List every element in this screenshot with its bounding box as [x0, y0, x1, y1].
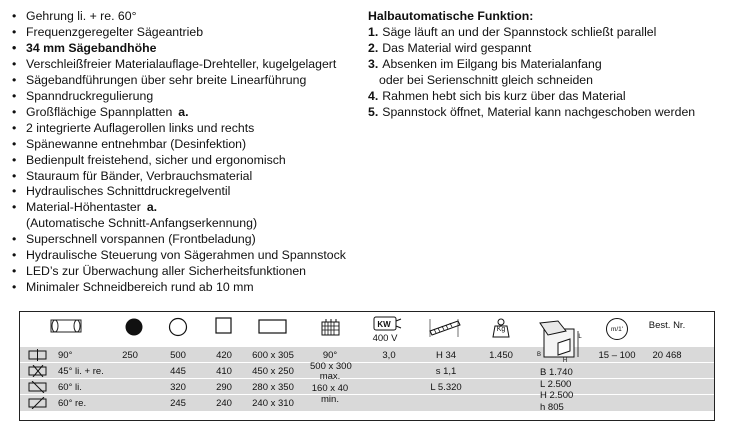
square-icon: [215, 317, 233, 335]
feature-text: Verschleißfreier Materialauflage-Drehteller, kugelgelagert: [26, 56, 337, 71]
vise-90: 90°: [322, 350, 338, 361]
feature-text: Superschnell vorspannen (Frontbeladung): [26, 232, 256, 247]
feature-item: [8, 216, 346, 232]
feature-item: [8, 73, 346, 89]
spec-table: [19, 311, 715, 421]
order-number-header: Best. Nr.: [648, 320, 686, 331]
weight-value: 1.450: [489, 350, 513, 361]
feature-suffix: a.: [146, 200, 158, 215]
feature-text: Spanndruckregulierung: [26, 88, 154, 103]
feature-item: [8, 200, 346, 216]
feature-list: [8, 9, 346, 296]
row-angle: 90°: [58, 350, 73, 361]
function-step: [368, 41, 695, 57]
step-text: Spannstock öffnet, Material kann nachgeschoben werden: [382, 104, 696, 119]
feature-text: Hydraulisches Schnittdruckregelventil: [26, 184, 231, 199]
feature-text: Großflächige Spannplatten: [26, 104, 173, 119]
row-angle: 60° li.: [58, 382, 82, 393]
dim-width: B 1.740: [540, 367, 573, 378]
feature-item: [8, 232, 346, 248]
function-step: [368, 105, 695, 121]
feature-item: [8, 57, 346, 73]
row-circle: 500: [170, 350, 186, 361]
speed-label: m/1': [610, 326, 624, 333]
speed-range: 15 – 100: [598, 350, 636, 361]
saw-band-icon: [428, 317, 462, 339]
row-circle: 245: [170, 398, 186, 409]
feature-text: 34 mm Sägebandhöhe: [26, 40, 157, 55]
step-number: 2.: [368, 40, 379, 55]
step-text: Absenken im Eilgang bis Materialanfang: [382, 56, 602, 71]
row-divider: [20, 378, 714, 379]
step-number: 5.: [368, 104, 379, 119]
feature-suffix: a.: [178, 104, 189, 119]
dim-label-b: B: [536, 352, 541, 358]
solid-circle-icon: [124, 317, 144, 337]
row-circle: 320: [170, 382, 186, 393]
row-circle: 445: [170, 366, 186, 377]
feature-text: Frequenzgeregelter Sägeantrieb: [26, 24, 204, 39]
band-length: L 5.320: [430, 382, 462, 393]
row-angle: 45° li. + re.: [58, 366, 104, 377]
dim-length: L 2.500: [540, 379, 572, 390]
feature-text: LED’s zur Überwachung aller Sicherheitsfunktionen: [26, 264, 307, 279]
row-divider: [20, 394, 714, 395]
step-text: Säge läuft an und der Spannstock schließt parallel: [382, 24, 657, 39]
band-thickness: s 1,1: [435, 366, 457, 377]
feature-item: [8, 248, 346, 264]
kw-label: KW: [377, 320, 391, 329]
cut-45-icon: [28, 365, 48, 377]
feature-item: [8, 25, 346, 41]
circle-icon: [168, 317, 188, 337]
row-rect: 600 x 305: [252, 350, 294, 361]
step-text: Das Material wird gespannt: [382, 40, 532, 55]
feature-text: (Automatische Schnitt-Anfangserkennung): [26, 216, 258, 231]
feature-item: [8, 153, 346, 169]
round-bar-icon: [50, 318, 84, 334]
band-height: H 34: [435, 350, 457, 361]
cut-90-icon: [28, 349, 48, 361]
dim-work-height: h 805: [540, 402, 564, 413]
feature-text: Bedienpult freistehend, sicher und ergonomisch: [26, 152, 286, 167]
feature-item: [8, 137, 346, 153]
function-step: [368, 57, 695, 73]
feature-text: Stauraum für Bänder, Verbrauchsmaterial: [26, 168, 253, 183]
vise-min: min.: [321, 394, 339, 405]
step-number: 3.: [368, 56, 379, 71]
step-number: 1.: [368, 24, 379, 39]
feature-item: [8, 121, 346, 137]
step-continuation: oder bei Serienschnitt gleich schneiden: [379, 72, 593, 87]
function-section: [368, 9, 695, 121]
row-divider: [20, 362, 714, 363]
feature-text: Gehrung li. + re. 60°: [26, 9, 137, 23]
order-number: 20 468: [652, 350, 682, 361]
feature-item: [8, 169, 346, 185]
cut-60-right-icon: [28, 397, 48, 409]
feature-item: [8, 264, 346, 280]
function-title: Halbautomatische Funktion:: [368, 9, 534, 23]
vise-max-size: 500 x 300: [310, 361, 352, 372]
vise-icon: [320, 318, 342, 338]
vise-min-size: 160 x 40: [311, 383, 349, 394]
feature-item: [8, 184, 346, 200]
dim-height: H 2.500: [540, 390, 574, 401]
feature-text: Sägebandführungen über sehr breite Linearführung: [26, 72, 307, 87]
step-number: 4.: [368, 88, 379, 103]
step-text: Rahmen hebt sich bis kurz über das Material: [382, 88, 626, 103]
cut-60-left-icon: [28, 381, 48, 393]
row-rect: 240 x 310: [252, 398, 294, 409]
feature-text: Material-Höhentaster: [26, 200, 141, 215]
feature-item: [8, 89, 346, 105]
row-square: 420: [216, 350, 232, 361]
row-square: 410: [216, 366, 232, 377]
feature-text: Hydraulische Steuerung von Sägerahmen und Spannstock: [26, 248, 346, 263]
row-square: 240: [216, 398, 232, 409]
feature-text: 2 integrierte Auflagerollen links und rechts: [26, 120, 255, 135]
row-round: 250: [122, 350, 138, 361]
function-step: [368, 89, 695, 105]
dim-label-l: L: [578, 334, 582, 340]
kw-value: 3,0: [382, 350, 396, 361]
voltage-label: 400 V: [372, 333, 398, 344]
vise-max: max.: [319, 371, 341, 382]
feature-text: Minimaler Schneidbereich rund ab 10 mm: [26, 280, 254, 295]
function-step: [368, 25, 695, 41]
dim-label-h: H: [562, 358, 568, 364]
row-square: 290: [216, 382, 232, 393]
row-angle: 60° re.: [58, 398, 87, 409]
feature-text: Spänewanne entnehmbar (Desinfektion): [26, 136, 247, 151]
row-rect: 280 x 350: [252, 382, 294, 393]
feature-item: [8, 105, 346, 121]
row-rect: 450 x 250: [252, 366, 294, 377]
feature-item: [8, 9, 346, 25]
feature-item: [8, 41, 346, 57]
kg-label: Kg: [496, 326, 506, 333]
feature-item: [8, 280, 346, 296]
rectangle-icon: [258, 319, 288, 335]
